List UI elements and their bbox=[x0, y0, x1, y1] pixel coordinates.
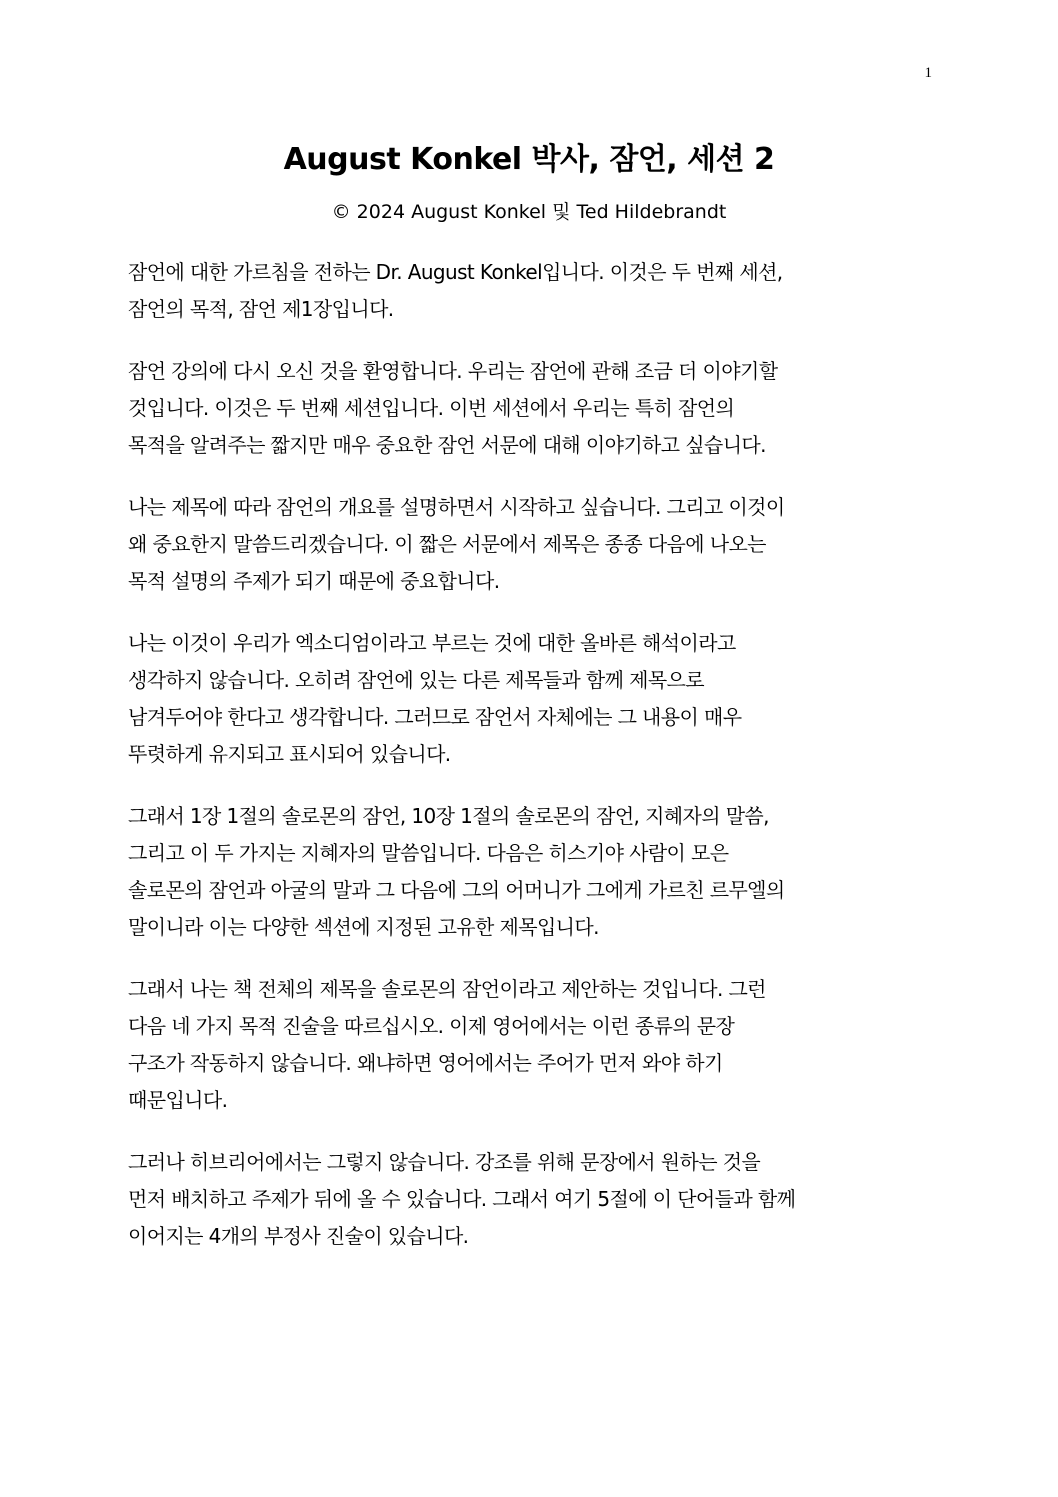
text-line: 나는 제목에 따라 잠언의 개요를 설명하면서 시작하고 싶습니다. 그리고 이것이 bbox=[128, 495, 785, 519]
document-title: August Konkel 박사, 잠언, 세션 2 bbox=[283, 142, 775, 177]
text-line: 그래서 1장 1절의 솔로몬의 잠언, 10장 1절의 솔로몬의 잠언, 지혜자의 말씀, bbox=[128, 804, 769, 828]
paragraph bbox=[128, 254, 928, 328]
paragraph bbox=[128, 625, 928, 773]
text-line: 말이니라 이는 다양한 섹션에 지정된 고유한 제목입니다. bbox=[128, 915, 599, 939]
document-body bbox=[128, 254, 928, 1280]
text-line: 왜 중요한지 말씀드리겠습니다. 이 짧은 서문에서 제목은 종종 다음에 나오는 bbox=[128, 532, 766, 556]
text-line: 뚜렷하게 유지되고 표시되어 있습니다. bbox=[128, 742, 451, 766]
text-line: 구조가 작동하지 않습니다. 왜냐하면 영어에서는 주어가 먼저 와야 하기 bbox=[128, 1051, 723, 1075]
text-line: 그리고 이 두 가지는 지혜자의 말씀입니다. 다음은 히스기야 사람이 모은 bbox=[128, 841, 729, 865]
text-line: 목적을 알려주는 짧지만 매우 중요한 잠언 서문에 대해 이야기하고 싶습니다. bbox=[128, 433, 766, 457]
text-line: 때문입니다. bbox=[128, 1088, 228, 1112]
paragraph bbox=[128, 798, 928, 946]
text-line: 먼저 배치하고 주제가 뒤에 올 수 있습니다. 그래서 여기 5절에 이 단어들과 함께 bbox=[128, 1187, 796, 1211]
text-line: 그래서 나는 책 전체의 제목을 솔로몬의 잠언이라고 제안하는 것입니다. 그런 bbox=[128, 977, 766, 1001]
paragraph bbox=[128, 971, 928, 1119]
text-line: 생각하지 않습니다. 오히려 잠언에 있는 다른 제목들과 함께 제목으로 bbox=[128, 668, 704, 692]
copyright-line: © 2024 August Konkel 및 Ted Hildebrandt bbox=[331, 201, 727, 223]
text-line: 이어지는 4개의 부정사 진술이 있습니다. bbox=[128, 1224, 469, 1248]
page-number: 1 bbox=[924, 65, 932, 81]
text-line: 목적 설명의 주제가 되기 때문에 중요합니다. bbox=[128, 569, 500, 593]
paragraph bbox=[128, 1144, 928, 1255]
text-line: 남겨두어야 한다고 생각합니다. 그러므로 잠언서 자체에는 그 내용이 매우 bbox=[128, 705, 742, 729]
text-line: 잠언에 대한 가르침을 전하는 Dr. August Konkel입니다. 이것은 두 번째 세션, bbox=[128, 260, 783, 284]
text-line: 다음 네 가지 목적 진술을 따르십시오. 이제 영어에서는 이런 종류의 문장 bbox=[128, 1014, 735, 1038]
text-line: 나는 이것이 우리가 엑소디엄이라고 부르는 것에 대한 올바른 해석이라고 bbox=[128, 631, 736, 655]
text-line: 것입니다. 이것은 두 번째 세션입니다. 이번 세션에서 우리는 특히 잠언의 bbox=[128, 396, 735, 420]
paragraph bbox=[128, 353, 928, 464]
text-line: 솔로몬의 잠언과 아굴의 말과 그 다음에 그의 어머니가 그에게 가르친 르무엘의 bbox=[128, 878, 785, 902]
text-line: 그러나 히브리어에서는 그렇지 않습니다. 강조를 위해 문장에서 원하는 것을 bbox=[128, 1150, 761, 1174]
paragraph bbox=[128, 489, 928, 600]
text-line: 잠언 강의에 다시 오신 것을 환영합니다. 우리는 잠언에 관해 조금 더 이야기할 bbox=[128, 359, 778, 383]
text-line: 잠언의 목적, 잠언 제1장입니다. bbox=[128, 297, 394, 321]
